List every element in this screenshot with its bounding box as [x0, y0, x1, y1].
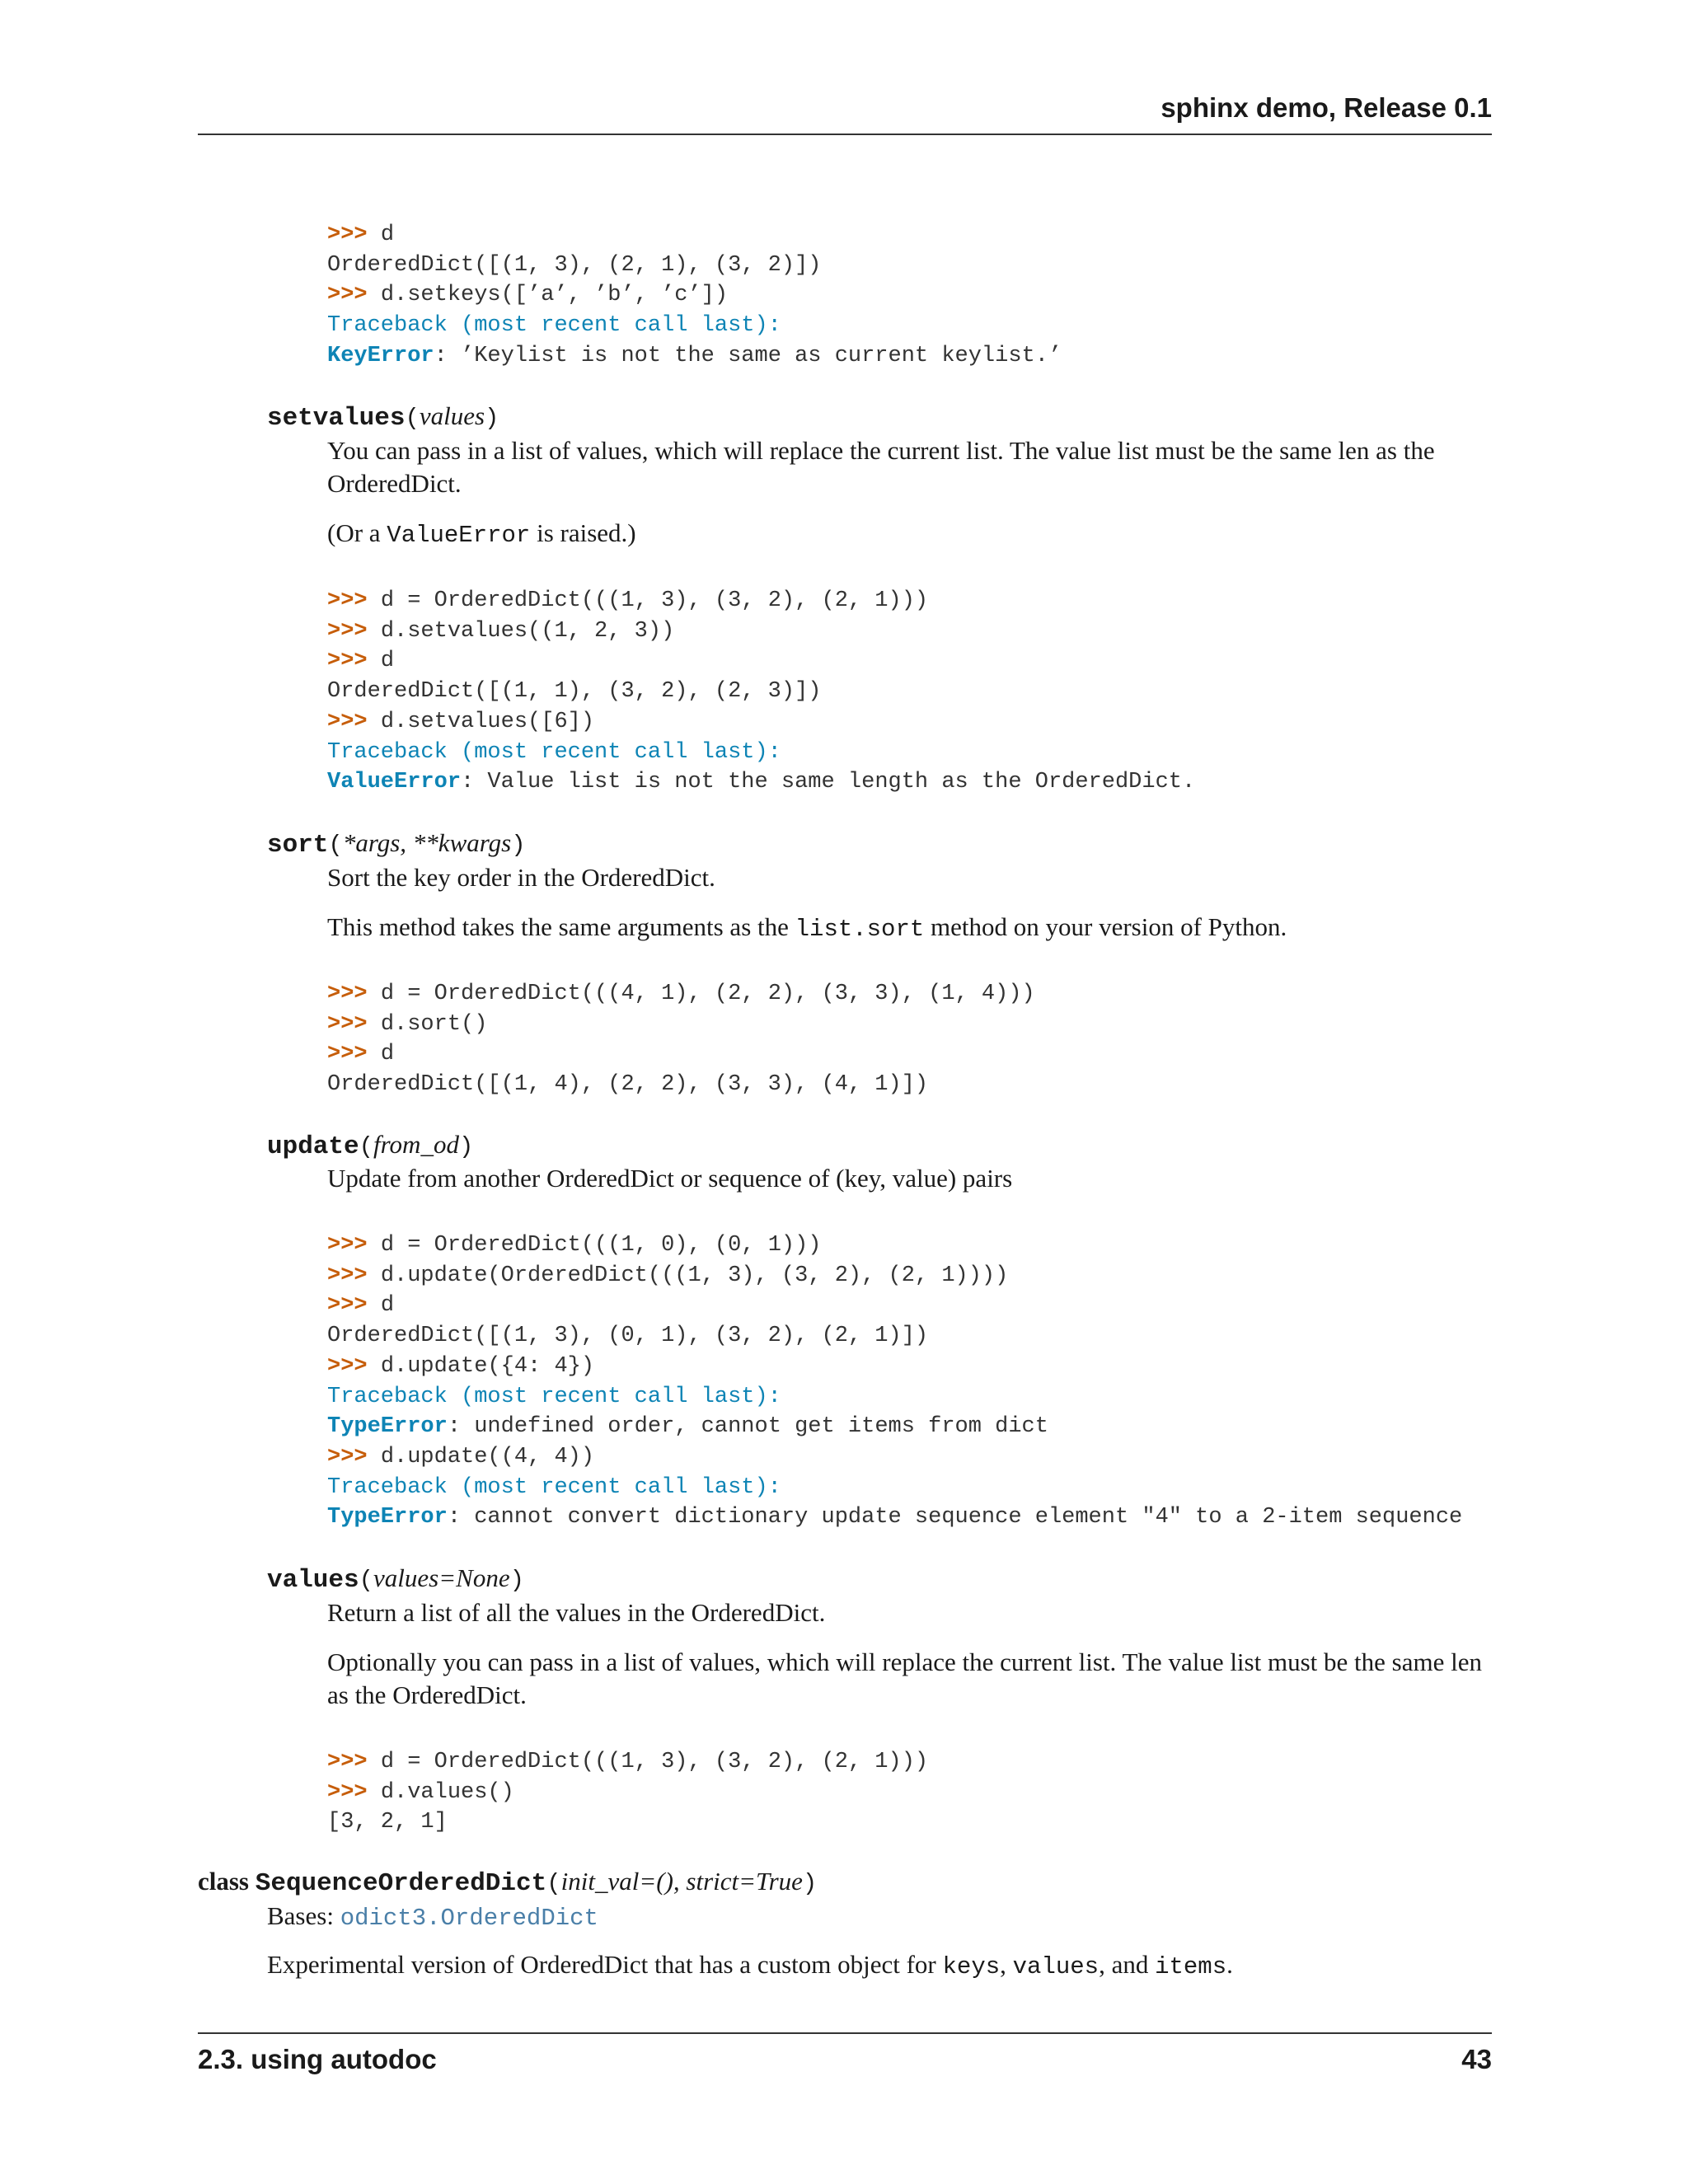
method-signature-update: update(from_od) [267, 1130, 474, 1161]
update-description: Update from another OrderedDict or sequence of (key, value) pairs [327, 1164, 1013, 1193]
page-footer [198, 2032, 1492, 2075]
code-block-sort: >>> d = OrderedDict(((4, 1), (2, 2), (3, 3), (1, 4))) >>> d.sort() >>> d OrderedDict([(1, 4), (2, 2), (3, 3), (4, 1)]) [327, 982, 1035, 1098]
page-header [198, 92, 1492, 135]
code-block-values: >>> d = OrderedDict(((1, 3), (3, 2), (2, 1))) >>> d.values() [3, 2, 1] [327, 1750, 929, 1835]
header-title: sphinx demo, Release 0.1 [1160, 92, 1492, 123]
method-signature-values: values(values=None) [267, 1563, 524, 1595]
method-signature-sort: sort(*args, **kwargs) [267, 828, 526, 860]
class-description: Experimental version of OrderedDict that has a custom object for keys, values, and items. [267, 1950, 1233, 1980]
values-description: Return a list of all the values in the OrderedDict. [327, 1598, 826, 1627]
page-number: 43 [1461, 2044, 1492, 2074]
setvalues-note: (Or a ValueError is raised.) [327, 518, 636, 549]
class-bases: Bases: odict3.OrderedDict [267, 1901, 598, 1932]
class-signature-sequence-ordered-dict: class SequenceOrderedDict(init_val=(), strict=True) [198, 1867, 818, 1898]
footer-section: 2.3. using autodoc [198, 2044, 437, 2074]
bases-link[interactable]: odict3.OrderedDict [340, 1905, 598, 1932]
sort-description: Sort the key order in the OrderedDict. [327, 863, 715, 892]
method-signature-setvalues: setvalues(values) [267, 401, 499, 433]
sort-note: This method takes the same arguments as the list.sort method on your version of Python. [327, 912, 1287, 943]
code-block-setkeys: >>> d OrderedDict([(1, 3), (2, 1), (3, 2)]) >>> d.setkeys([’a’, ’b’, ’c’]) Traceback (most recent call last): KeyError: ’Keylist is not the same as current keylist.’ [327, 223, 1062, 368]
code-block-setvalues: >>> d = OrderedDict(((1, 3), (3, 2), (2, 1))) >>> d.setvalues((1, 2, 3)) >>> d OrderedDict([(1, 1), (3, 2), (2, 3)]) >>> d.setvalues([6]) Traceback (most recent call last): ValueError: Value list is not the same length as the OrderedDict. [327, 588, 1196, 795]
values-note: Optionally you can pass in a list of values, which will replace the current list. The value list must be the same len as the OrderedDict. [327, 1647, 1482, 1709]
setvalues-description: You can pass in a list of values, which will replace the current list. The value list must be the same len as the OrderedDict. [327, 436, 1435, 498]
code-block-update: >>> d = OrderedDict(((1, 0), (0, 1))) >>> d.update(OrderedDict(((1, 3), (3, 2), (2, 1)))) >>> d OrderedDict([(1, 3), (0, 1), (3, 2), (2, 1)]) >>> d.update({4: 4}) Traceback (most recent call last): TypeError: undefined order, cannot get items from dict >>> d.update((4, 4)) Traceback (most recent call last): TypeError: cannot convert dictionary update sequence element "4" to a 2-item sequence [327, 1233, 1463, 1530]
